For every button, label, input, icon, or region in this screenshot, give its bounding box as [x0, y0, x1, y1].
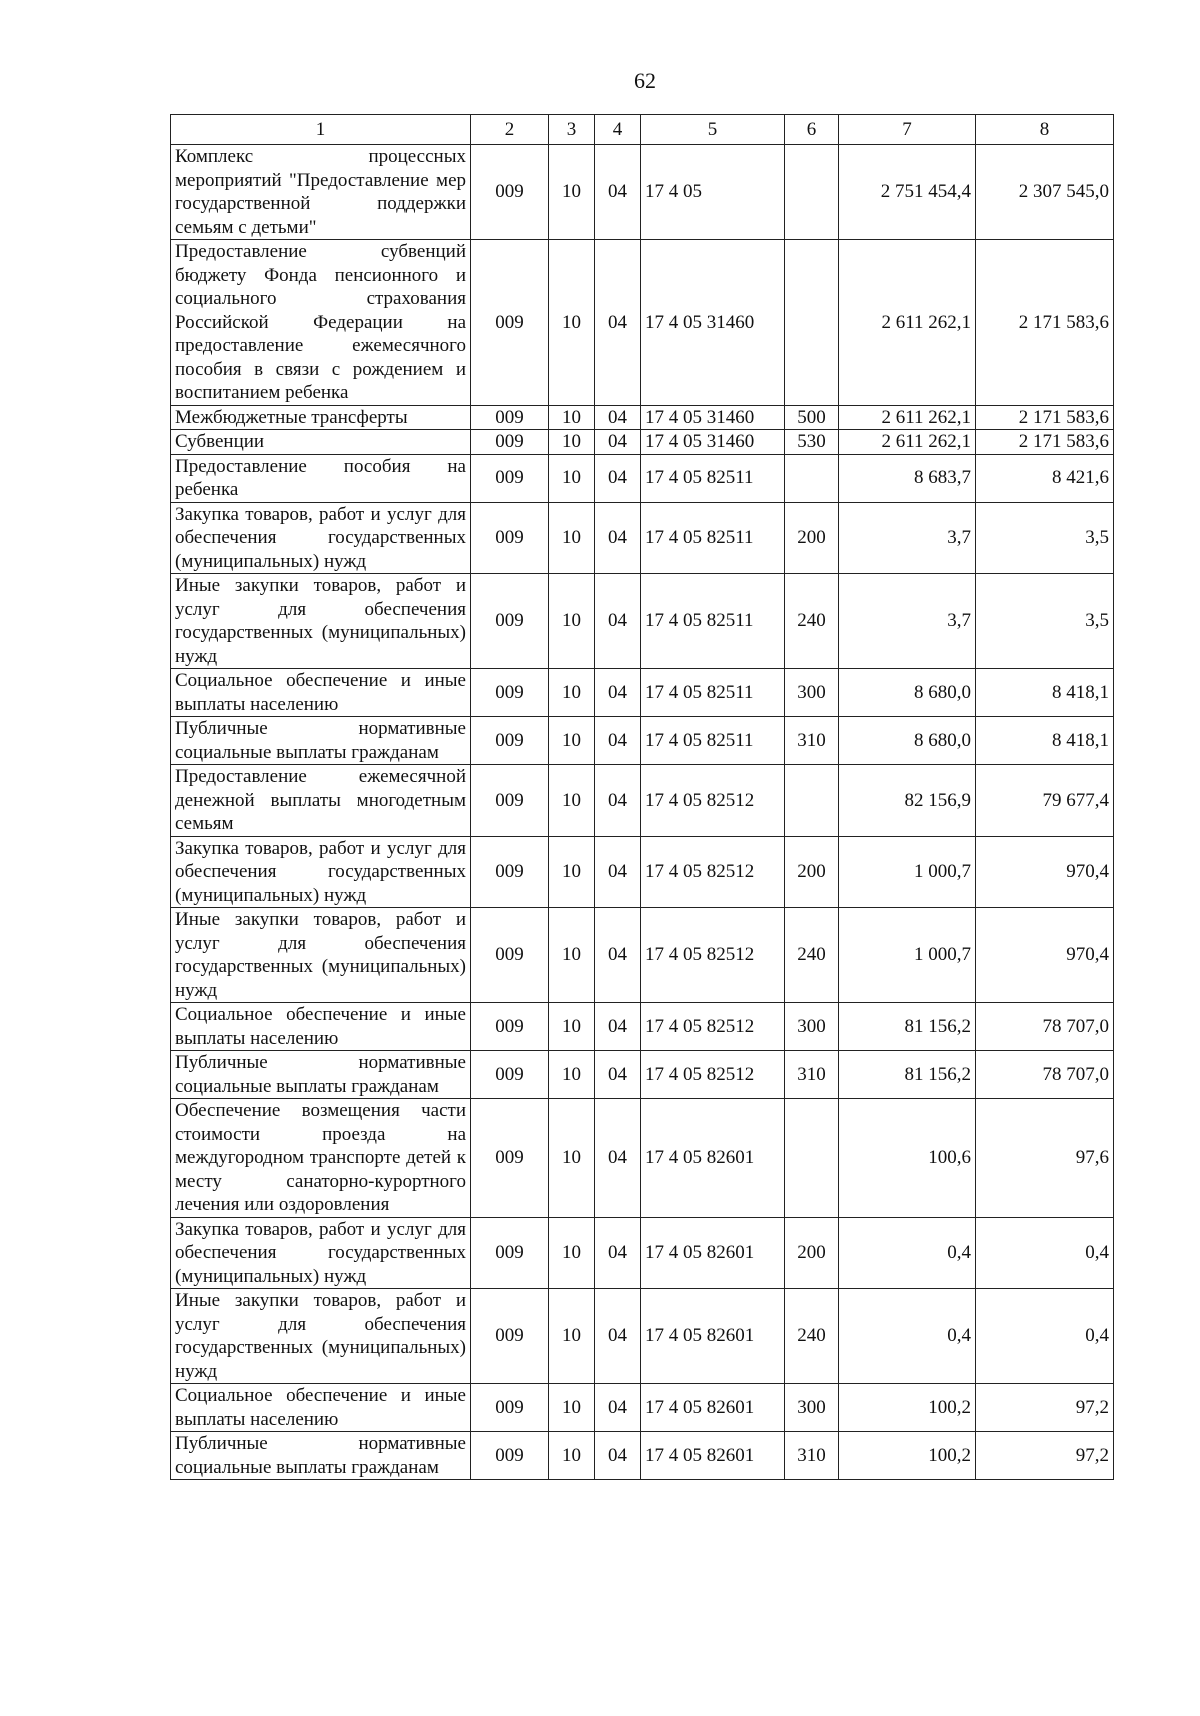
subsection-code-cell: 04 — [595, 717, 641, 765]
target-article-cell: 17 4 05 82511 — [641, 669, 785, 717]
row-name-cell: Предоставление субвенций бюджету Фонда пенсионного и социального страхования Российской Федерации на предоставление ежемесячного пособия в связи с рождением и воспитанием ребенка — [171, 240, 471, 406]
amount-year-1-cell: 0,4 — [839, 1289, 976, 1384]
amount-year-2-cell: 97,2 — [976, 1432, 1114, 1480]
subsection-code-cell: 04 — [595, 574, 641, 669]
expense-type-cell: 300 — [785, 1384, 839, 1432]
amount-year-2-cell: 0,4 — [976, 1217, 1114, 1289]
target-article-cell: 17 4 05 82512 — [641, 1051, 785, 1099]
expense-type-cell: 530 — [785, 430, 839, 455]
row-name-cell: Межбюджетные трансферты — [171, 405, 471, 430]
expense-type-cell: 500 — [785, 405, 839, 430]
table-body — [171, 115, 1114, 1480]
amount-year-1-cell: 2 611 262,1 — [839, 430, 976, 455]
expense-type-cell — [785, 765, 839, 837]
chapter-code-cell: 009 — [471, 1051, 549, 1099]
subsection-code-cell: 04 — [595, 430, 641, 455]
amount-year-2-cell: 97,6 — [976, 1099, 1114, 1218]
amount-year-2-cell: 970,4 — [976, 836, 1114, 908]
row-name-cell: Закупка товаров, работ и услуг для обеспечения государственных (муниципальных) нужд — [171, 836, 471, 908]
chapter-code-cell: 009 — [471, 669, 549, 717]
section-code-cell: 10 — [549, 454, 595, 502]
row-name-cell: Закупка товаров, работ и услуг для обеспечения государственных (муниципальных) нужд — [171, 502, 471, 574]
column-header: 6 — [785, 115, 839, 145]
row-name-cell: Социальное обеспечение и иные выплаты населению — [171, 669, 471, 717]
expense-type-cell: 240 — [785, 1289, 839, 1384]
subsection-code-cell: 04 — [595, 908, 641, 1003]
amount-year-1-cell: 3,7 — [839, 574, 976, 669]
amount-year-1-cell: 100,6 — [839, 1099, 976, 1218]
section-code-cell: 10 — [549, 145, 595, 240]
section-code-cell: 10 — [549, 1384, 595, 1432]
subsection-code-cell: 04 — [595, 502, 641, 574]
chapter-code-cell: 009 — [471, 1289, 549, 1384]
section-code-cell: 10 — [549, 1003, 595, 1051]
row-name-cell: Публичные нормативные социальные выплаты гражданам — [171, 1432, 471, 1480]
section-code-cell: 10 — [549, 430, 595, 455]
section-code-cell: 10 — [549, 669, 595, 717]
section-code-cell: 10 — [549, 1289, 595, 1384]
target-article-cell: 17 4 05 82512 — [641, 1003, 785, 1051]
section-code-cell: 10 — [549, 836, 595, 908]
amount-year-2-cell: 78 707,0 — [976, 1003, 1114, 1051]
amount-year-1-cell: 0,4 — [839, 1217, 976, 1289]
chapter-code-cell: 009 — [471, 717, 549, 765]
section-code-cell: 10 — [549, 765, 595, 837]
amount-year-2-cell: 8 418,1 — [976, 717, 1114, 765]
table-row — [171, 1432, 1114, 1480]
subsection-code-cell: 04 — [595, 1217, 641, 1289]
subsection-code-cell: 04 — [595, 836, 641, 908]
chapter-code-cell: 009 — [471, 145, 549, 240]
chapter-code-cell: 009 — [471, 405, 549, 430]
row-name-cell: Обеспечение возмещения части стоимости проезда на междугородном транспорте детей к месту санаторно-курортного лечения или оздоровления — [171, 1099, 471, 1218]
amount-year-2-cell: 8 421,6 — [976, 454, 1114, 502]
target-article-cell: 17 4 05 82511 — [641, 502, 785, 574]
table-row — [171, 836, 1114, 908]
subsection-code-cell: 04 — [595, 669, 641, 717]
amount-year-2-cell: 97,2 — [976, 1384, 1114, 1432]
amount-year-1-cell: 100,2 — [839, 1432, 976, 1480]
chapter-code-cell: 009 — [471, 574, 549, 669]
table-row — [171, 240, 1114, 406]
table-row — [171, 430, 1114, 455]
target-article-cell: 17 4 05 31460 — [641, 405, 785, 430]
target-article-cell: 17 4 05 82511 — [641, 574, 785, 669]
subsection-code-cell: 04 — [595, 405, 641, 430]
chapter-code-cell: 009 — [471, 1432, 549, 1480]
column-header: 5 — [641, 115, 785, 145]
amount-year-2-cell: 8 418,1 — [976, 669, 1114, 717]
amount-year-2-cell: 3,5 — [976, 502, 1114, 574]
column-header: 3 — [549, 115, 595, 145]
amount-year-2-cell: 2 171 583,6 — [976, 430, 1114, 455]
row-name-cell: Публичные нормативные социальные выплаты гражданам — [171, 717, 471, 765]
column-header: 7 — [839, 115, 976, 145]
amount-year-1-cell: 100,2 — [839, 1384, 976, 1432]
target-article-cell: 17 4 05 31460 — [641, 430, 785, 455]
table-row — [171, 1051, 1114, 1099]
column-header: 4 — [595, 115, 641, 145]
table-row — [171, 145, 1114, 240]
section-code-cell: 10 — [549, 574, 595, 669]
subsection-code-cell: 04 — [595, 1099, 641, 1218]
subsection-code-cell: 04 — [595, 1384, 641, 1432]
expense-type-cell — [785, 1099, 839, 1218]
amount-year-1-cell: 8 683,7 — [839, 454, 976, 502]
subsection-code-cell: 04 — [595, 240, 641, 406]
expense-type-cell — [785, 454, 839, 502]
section-code-cell: 10 — [549, 1217, 595, 1289]
row-name-cell: Закупка товаров, работ и услуг для обеспечения государственных (муниципальных) нужд — [171, 1217, 471, 1289]
table-row — [171, 1099, 1114, 1218]
chapter-code-cell: 009 — [471, 765, 549, 837]
target-article-cell: 17 4 05 82601 — [641, 1432, 785, 1480]
subsection-code-cell: 04 — [595, 145, 641, 240]
amount-year-2-cell: 2 171 583,6 — [976, 405, 1114, 430]
section-code-cell: 10 — [549, 717, 595, 765]
target-article-cell: 17 4 05 82601 — [641, 1384, 785, 1432]
amount-year-2-cell: 3,5 — [976, 574, 1114, 669]
row-name-cell: Социальное обеспечение и иные выплаты населению — [171, 1003, 471, 1051]
expense-type-cell — [785, 145, 839, 240]
row-name-cell: Субвенции — [171, 430, 471, 455]
expense-type-cell: 200 — [785, 502, 839, 574]
table-row — [171, 574, 1114, 669]
section-code-cell: 10 — [549, 405, 595, 430]
expense-type-cell: 310 — [785, 1051, 839, 1099]
target-article-cell: 17 4 05 31460 — [641, 240, 785, 406]
row-name-cell: Иные закупки товаров, работ и услуг для обеспечения государственных (муниципальных) нужд — [171, 1289, 471, 1384]
amount-year-2-cell: 2 307 545,0 — [976, 145, 1114, 240]
expense-type-cell: 310 — [785, 717, 839, 765]
row-name-cell: Публичные нормативные социальные выплаты гражданам — [171, 1051, 471, 1099]
section-code-cell: 10 — [549, 1099, 595, 1218]
expense-type-cell: 240 — [785, 574, 839, 669]
expense-type-cell: 200 — [785, 836, 839, 908]
target-article-cell: 17 4 05 82601 — [641, 1099, 785, 1218]
amount-year-2-cell: 2 171 583,6 — [976, 240, 1114, 406]
amount-year-1-cell: 1 000,7 — [839, 836, 976, 908]
amount-year-2-cell: 0,4 — [976, 1289, 1114, 1384]
target-article-cell: 17 4 05 82601 — [641, 1217, 785, 1289]
table-header-row — [171, 115, 1114, 145]
amount-year-1-cell: 2 611 262,1 — [839, 405, 976, 430]
amount-year-1-cell: 1 000,7 — [839, 908, 976, 1003]
budget-table — [170, 114, 1114, 1480]
table-row — [171, 1384, 1114, 1432]
subsection-code-cell: 04 — [595, 454, 641, 502]
amount-year-1-cell: 81 156,2 — [839, 1051, 976, 1099]
chapter-code-cell: 009 — [471, 502, 549, 574]
column-header: 8 — [976, 115, 1114, 145]
row-name-cell: Иные закупки товаров, работ и услуг для обеспечения государственных (муниципальных) нужд — [171, 908, 471, 1003]
amount-year-2-cell: 78 707,0 — [976, 1051, 1114, 1099]
target-article-cell: 17 4 05 — [641, 145, 785, 240]
target-article-cell: 17 4 05 82512 — [641, 765, 785, 837]
subsection-code-cell: 04 — [595, 1289, 641, 1384]
row-name-cell: Иные закупки товаров, работ и услуг для обеспечения государственных (муниципальных) нужд — [171, 574, 471, 669]
row-name-cell: Предоставление ежемесячной денежной выплаты многодетным семьям — [171, 765, 471, 837]
table-row — [171, 908, 1114, 1003]
chapter-code-cell: 009 — [471, 1099, 549, 1218]
table-row — [171, 454, 1114, 502]
amount-year-1-cell: 81 156,2 — [839, 1003, 976, 1051]
amount-year-1-cell: 2 751 454,4 — [839, 145, 976, 240]
section-code-cell: 10 — [549, 240, 595, 406]
section-code-cell: 10 — [549, 1432, 595, 1480]
chapter-code-cell: 009 — [471, 454, 549, 502]
table-row — [171, 502, 1114, 574]
amount-year-2-cell: 79 677,4 — [976, 765, 1114, 837]
amount-year-1-cell: 8 680,0 — [839, 669, 976, 717]
chapter-code-cell: 009 — [471, 240, 549, 406]
chapter-code-cell: 009 — [471, 1384, 549, 1432]
expense-type-cell: 310 — [785, 1432, 839, 1480]
chapter-code-cell: 009 — [471, 1217, 549, 1289]
expense-type-cell — [785, 240, 839, 406]
section-code-cell: 10 — [549, 908, 595, 1003]
chapter-code-cell: 009 — [471, 836, 549, 908]
expense-type-cell: 200 — [785, 1217, 839, 1289]
table-row — [171, 1217, 1114, 1289]
amount-year-1-cell: 8 680,0 — [839, 717, 976, 765]
chapter-code-cell: 009 — [471, 430, 549, 455]
subsection-code-cell: 04 — [595, 765, 641, 837]
chapter-code-cell: 009 — [471, 1003, 549, 1051]
table-row — [171, 717, 1114, 765]
section-code-cell: 10 — [549, 502, 595, 574]
target-article-cell: 17 4 05 82511 — [641, 717, 785, 765]
table-row — [171, 669, 1114, 717]
table-row — [171, 405, 1114, 430]
amount-year-1-cell: 82 156,9 — [839, 765, 976, 837]
column-header: 2 — [471, 115, 549, 145]
row-name-cell: Комплекс процессных мероприятий "Предоставление мер государственной поддержки семьям с детьми" — [171, 145, 471, 240]
table-row — [171, 1289, 1114, 1384]
target-article-cell: 17 4 05 82512 — [641, 908, 785, 1003]
row-name-cell: Предоставление пособия на ребенка — [171, 454, 471, 502]
target-article-cell: 17 4 05 82511 — [641, 454, 785, 502]
chapter-code-cell: 009 — [471, 908, 549, 1003]
target-article-cell: 17 4 05 82601 — [641, 1289, 785, 1384]
section-code-cell: 10 — [549, 1051, 595, 1099]
subsection-code-cell: 04 — [595, 1003, 641, 1051]
target-article-cell: 17 4 05 82512 — [641, 836, 785, 908]
expense-type-cell: 300 — [785, 669, 839, 717]
table-row — [171, 1003, 1114, 1051]
subsection-code-cell: 04 — [595, 1051, 641, 1099]
amount-year-1-cell: 3,7 — [839, 502, 976, 574]
expense-type-cell: 240 — [785, 908, 839, 1003]
expense-type-cell: 300 — [785, 1003, 839, 1051]
amount-year-1-cell: 2 611 262,1 — [839, 240, 976, 406]
amount-year-2-cell: 970,4 — [976, 908, 1114, 1003]
table-row — [171, 765, 1114, 837]
subsection-code-cell: 04 — [595, 1432, 641, 1480]
column-header: 1 — [171, 115, 471, 145]
page-number: 62 — [634, 68, 656, 93]
row-name-cell: Социальное обеспечение и иные выплаты населению — [171, 1384, 471, 1432]
